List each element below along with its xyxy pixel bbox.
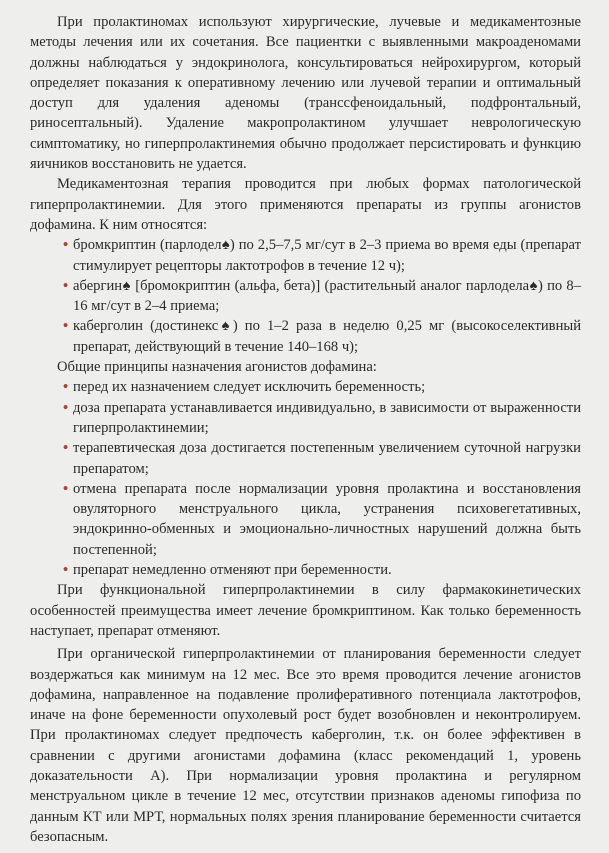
principle-item-text: терапевтическая доза достигается постепенным увеличением суточной нагрузки препаратом;: [73, 440, 581, 477]
paragraph-functional: При функциональной гиперпролактинемии в силу фармакокинетических особенностей преимущества имеет лечение бромкриптином. Как только беременность наступает, препарат отменяют.: [30, 582, 581, 639]
principle-item-text: перед их назначением следует исключить беременность;: [73, 379, 426, 396]
list-item: [30, 235, 581, 276]
paragraph-surgical-methods: При пролактиномах используют хирургические, лучевые и медикаментозные методы лечения или их сочетания. Все пациентки с выявленными макроаденомами должны наблюдаться у эндокринолога, консультироваться нейрохирургом, который определяет показания к оперативному лечению или лучевой терапии и оптимальный доступ для удаления аденомы (транссфеноидальный, подфронтальный, риносептальный). Удаление макропролактином улучшает неврологическую симптоматику, но гиперпролактинемия обычно продолжает персистировать и функцию яичников восстановить не удается.: [30, 14, 581, 173]
principle-item-text: препарат немедленно отменяют при беременности.: [73, 562, 392, 579]
bullet-icon: •: [63, 237, 69, 254]
principle-item-text: отмена препарата после нормализации уровня пролактина и восстановления овуляторного менструального цикла, устранения психовегетативных, эндокринно-обменных и эмоционально-личностных нарушений должна быть постепенной;: [73, 480, 581, 558]
bullet-icon: •: [63, 277, 69, 294]
principles-list: [30, 377, 581, 580]
list-item: [30, 316, 581, 357]
bullet-icon: •: [63, 440, 69, 457]
list-item: [30, 377, 581, 397]
list-item: [30, 479, 581, 560]
drug-item-text: бромкриптин (парлодел♠) по 2,5–7,5 мг/сут в 2–3 приема во время еды (препарат стимулирует рецепторы лактотрофов в течение 12 ч);: [73, 237, 581, 274]
bullet-icon: •: [63, 480, 69, 497]
drug-item-text: абергин♠ [бромокриптин (альфа, бета)] (растительный аналог парлодела♠) по 8–16 мг/сут в 2–4 приема;: [73, 277, 581, 315]
bullet-icon: •: [63, 562, 69, 579]
list-item: [30, 398, 581, 439]
principles-heading: Общие принципы назначения агонистов дофамина:: [57, 359, 377, 376]
principle-item-text: доза препарата устанавливается индивидуально, в зависимости от выраженности гиперпролактинемии;: [73, 399, 581, 436]
bullet-icon: •: [63, 399, 69, 416]
drug-list: [30, 235, 581, 357]
list-item: [30, 438, 581, 479]
bullet-icon: •: [63, 379, 69, 396]
bullet-icon: •: [63, 318, 69, 335]
drug-item-text: каберголин (достинекс♠) по 1–2 раза в неделю 0,25 мг (высокоселективный препарат, действующий в течение 140–168 ч);: [73, 318, 581, 355]
paragraph-drug-therapy: Медикаментозная терапия проводится при любых формах патологической гиперпролактинемии. Для этого применяются препараты из группы агонистов дофамина. К ним относятся:: [30, 176, 581, 233]
list-item: [30, 276, 581, 317]
paragraph-organic: При органической гиперпролактинемии от планирования беременности следует воздержаться как минимум на 12 мес. Все это время проводится лечение агонистов дофамина, направленное на подавление пролиферативного потенциала лактотрофов, иначе на фоне беременности опухолевый рост будет возобновлен и неконтролируем. При пролактиномах следует предпочесть каберголин, т.к. он более эффективен в сравнении с другими агонистами дофамина (класс рекомендаций 1, уровень доказательности A). При нормализации уровня пролактина и регулярном менструальном цикле в течение 12 мес, отсутствии признаков аденомы гипофиза по данным КТ или МРТ, нормальных полях зрения планирование беременности считается безопасным.: [30, 646, 581, 845]
list-item: [30, 560, 581, 580]
